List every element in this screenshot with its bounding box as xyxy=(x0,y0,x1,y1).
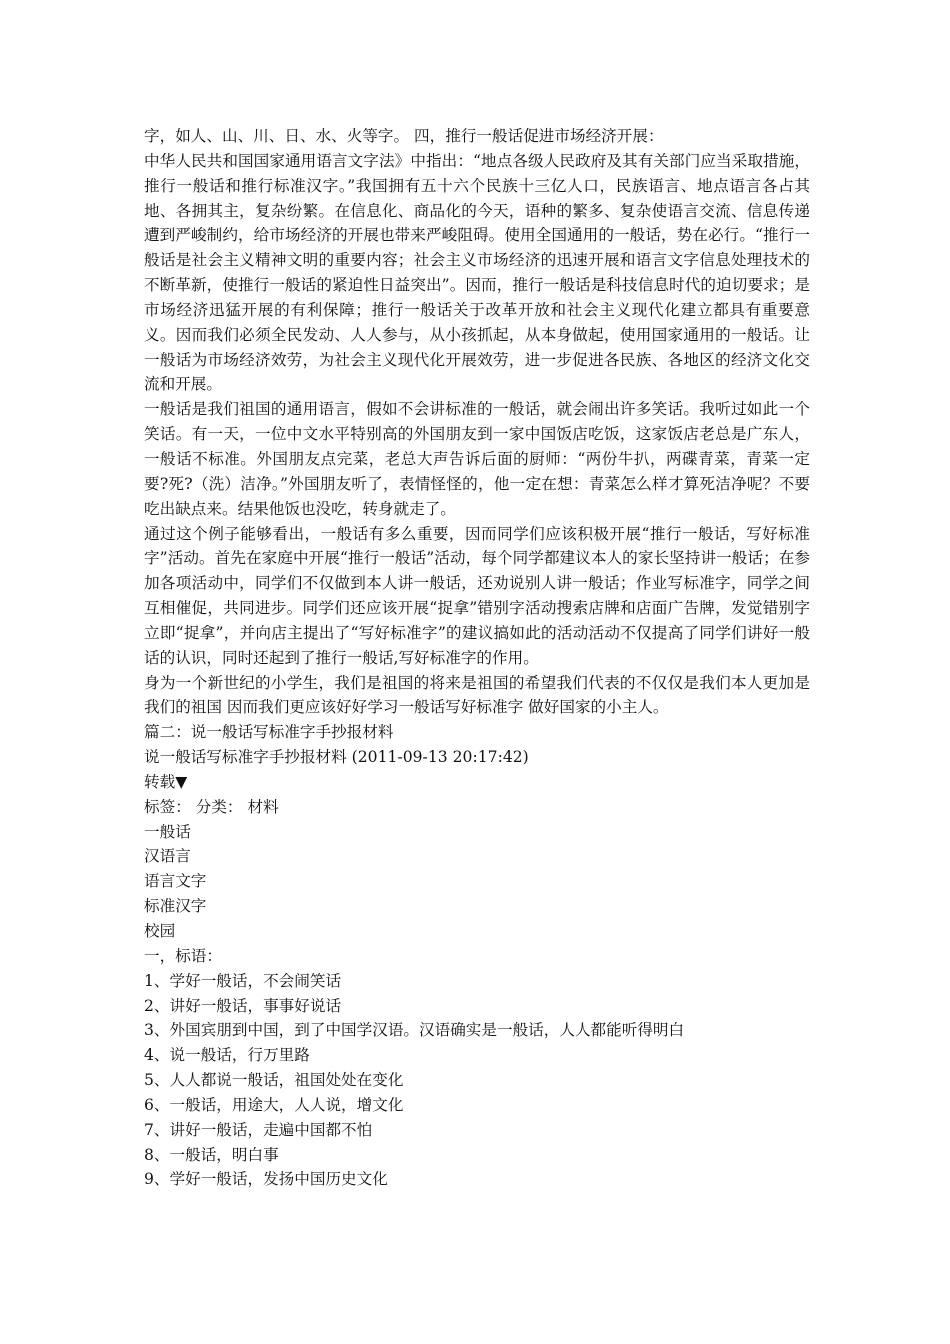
tag-item: 一般话 xyxy=(144,822,191,841)
slogan-item: 6、一般话，用途大，人人说，增文化 xyxy=(144,1095,404,1114)
slogan-item: 3、外国宾朋到中国，到了中国学汉语。汉语确实是一般话，人人都能听得明白 xyxy=(144,1021,685,1040)
document-page xyxy=(144,124,810,1192)
tags-line: 标签： 分类： 材料 xyxy=(144,797,279,816)
paragraph: 身为一个新世纪的小学生，我们是祖国的将来是祖国的希望我们代表的不仅仅是我们本人更加是我们的祖国 因而我们更应该好好学习一般话写好标准字 做好国家的小主人。 xyxy=(144,673,810,717)
slogan-item: 7、讲好一般话，走遍中国都不怕 xyxy=(144,1120,373,1139)
paragraph: 通过这个例子能够看出，一般话有多么重要，因而同学们应该积极开展“推行一般话，写好标准字”活动。首先在家庭中开展“推行一般话”活动，每个同学都建议本人的家长坚持讲一般话；在参加各项活动中，同学们不仅做到本人讲一般话，还劝说别人讲一般话；作业写标准字，同学之间互相催促，共同进步。同学们还应该开展“捉拿”错别字活动搜索店牌和店面广告牌，发觉错别字立即“捉拿”，并向店主提出了“写好标准字”的建议搞如此的活动活动不仅提高了同学们讲好一般话的认识，同时还起到了推行一般话,写好标准字的作用。 xyxy=(144,524,810,667)
article-title: 说一般话写标准字手抄报材料 (2011-09-13 20:17:42) xyxy=(144,748,529,767)
paragraph: 字，如人、山、川、日、水、火等字。 四，推行一般话促进市场经济开展： xyxy=(144,127,664,145)
slogan-item: 8、一般话，明白事 xyxy=(144,1145,279,1164)
slogan-item: 2、讲好一般话，事事好说话 xyxy=(144,996,342,1015)
slogan-item: 1、学好一般话，不会闹笑话 xyxy=(144,971,342,990)
tag-item: 标准汉字 xyxy=(144,897,207,916)
tag-item: 语言文字 xyxy=(144,872,207,891)
repost-label: 转载▼ xyxy=(144,772,188,791)
tag-item: 校园 xyxy=(144,922,176,940)
section-heading: 篇二：说一般话写标准字手抄报材料 xyxy=(144,723,394,742)
tag-item: 汉语言 xyxy=(144,847,191,866)
slogan-item: 4、说一般话，行万里路 xyxy=(144,1046,310,1065)
slogan-heading: 一，标语： xyxy=(144,946,222,965)
slogan-item: 5、人人都说一般话，祖国处处在变化 xyxy=(144,1071,404,1090)
paragraph: 中华人民共和国国家通用语言文字法》中指出：“地点各级人民政府及其有关部门应当采取措施，推行一般话和推行标准汉字。”我国拥有五十六个民族十三亿人口，民族语言、地点语言各占其地、各拥其主，复杂纷繁。在信息化、商品化的今天，语种的繁多、复杂使语言交流、信息传递遭到严峻制约，给市场经济的开展也带来严峻阻碍。使用全国通用的一般话，势在必行。“推行一般话是社会主义精神文明的重要内容；社会主义市场经济的迅速开展和语言文字信息处理技术的不断革新，使推行一般话的紧迫性日益突出”。因而，推行一般话是科技信息时代的迫切要求；是市场经济迅猛开展的有利保障；推行一般话关于改革开放和社会主义现代化建立都具有重要意义。因而我们必须全民发动、人人参与，从小孩抓起，从本身做起，使用国家通用的一般话。让一般话为市场经济效劳，为社会主义现代化开展效劳，进一步促进各民族、各地区的经济文化交流和开展。 xyxy=(144,151,810,394)
slogan-item: 9、学好一般话，发扬中国历史文化 xyxy=(144,1170,388,1189)
paragraph: 一般话是我们祖国的通用语言，假如不会讲标准的一般话，就会闹出许多笑话。我听过如此一个笑话。有一天，一位中文水平特别高的外国朋友到一家中国饭店吃饭，这家饭店老总是广东人，一般话不标准。外国朋友点完菜，老总大声告诉后面的厨师：“两份牛扒，两碟青菜，青菜一定要?死?（洗）洁净。”外国朋友听了，表情怪怪的，他一定在想：青菜怎么样才算死洁净呢？不要吃出缺点来。结果他饭也没吃，转身就走了。 xyxy=(144,400,810,518)
